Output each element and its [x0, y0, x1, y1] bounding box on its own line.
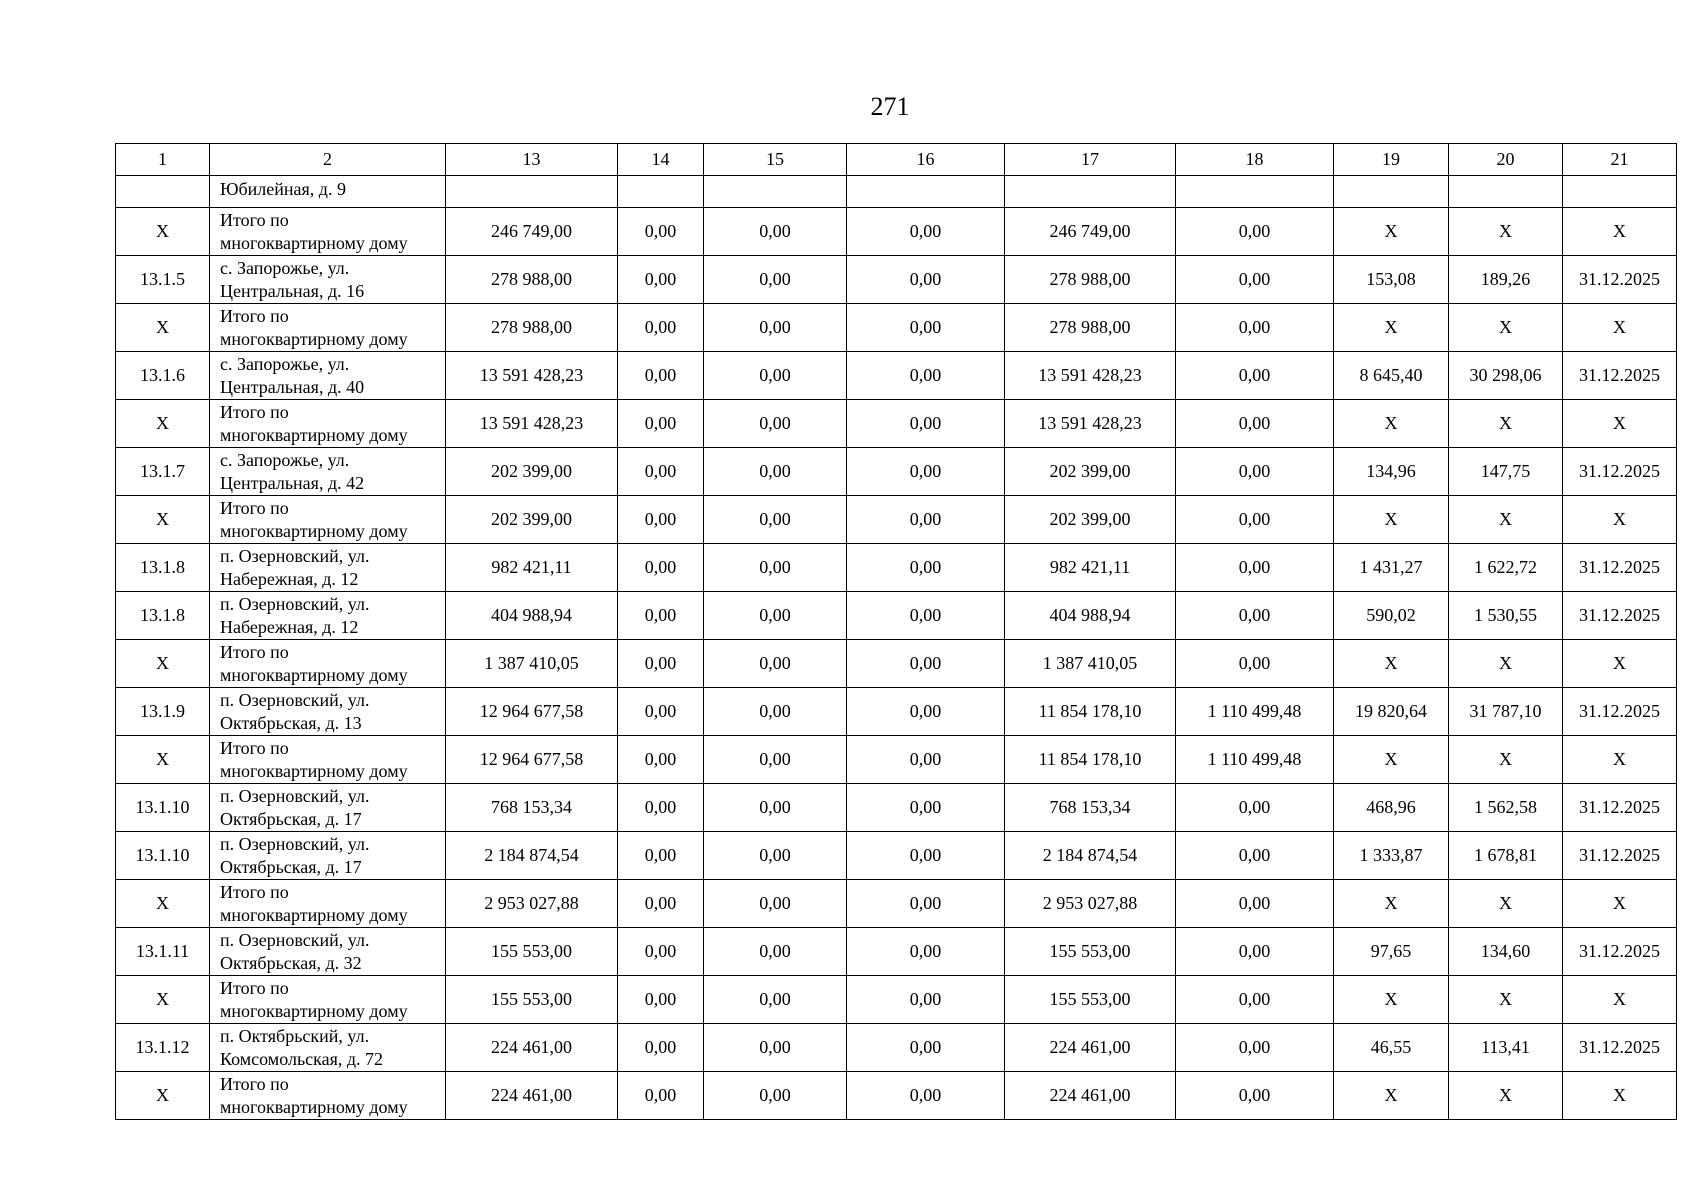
table-cell: 0,00: [1176, 544, 1334, 592]
address-cell: Итого по многоквартирному дому: [210, 736, 446, 784]
table-cell: 0,00: [704, 208, 847, 256]
table-cell: 0,00: [847, 1072, 1005, 1120]
table-cell: 12 964 677,58: [446, 688, 618, 736]
address-cell: п. Озерновский, ул. Октябрьская, д. 13: [210, 688, 446, 736]
address-cell: Итого по многоквартирному дому: [210, 208, 446, 256]
table-cell: 1 110 499,48: [1176, 688, 1334, 736]
table-cell: 0,00: [618, 256, 704, 304]
column-header: 16: [847, 144, 1005, 176]
table-cell: 2 184 874,54: [446, 832, 618, 880]
table-cell: 2 953 027,88: [1005, 880, 1176, 928]
table-cell: 0,00: [1176, 1072, 1334, 1120]
table-cell: Х: [1334, 304, 1449, 352]
table-cell: 153,08: [1334, 256, 1449, 304]
table-cell: 278 988,00: [446, 304, 618, 352]
table-cell: 1 387 410,05: [446, 640, 618, 688]
table-cell: 13 591 428,23: [1005, 400, 1176, 448]
address-cell: п. Озерновский, ул. Набережная, д. 12: [210, 544, 446, 592]
table-cell: 0,00: [618, 736, 704, 784]
column-header: 21: [1563, 144, 1677, 176]
table-row: [116, 784, 1677, 832]
table-row: [116, 592, 1677, 640]
table-cell: 224 461,00: [446, 1024, 618, 1072]
table-cell: Х: [116, 640, 210, 688]
table-cell: 1 562,58: [1449, 784, 1563, 832]
table-cell: 0,00: [1176, 928, 1334, 976]
table-cell: [847, 176, 1005, 208]
table-cell: 404 988,94: [1005, 592, 1176, 640]
table-row: [116, 976, 1677, 1024]
table-cell: 0,00: [618, 592, 704, 640]
table-cell: Х: [1563, 736, 1677, 784]
address-cell: Итого по многоквартирному дому: [210, 880, 446, 928]
table-cell: 31 787,10: [1449, 688, 1563, 736]
table-cell: 0,00: [618, 544, 704, 592]
table-cell: 31.12.2025: [1563, 688, 1677, 736]
table-cell: 31.12.2025: [1563, 256, 1677, 304]
table-cell: 13 591 428,23: [446, 400, 618, 448]
table-cell: 0,00: [704, 400, 847, 448]
table-cell: 278 988,00: [446, 256, 618, 304]
table-cell: 0,00: [704, 1072, 847, 1120]
table-cell: 31.12.2025: [1563, 592, 1677, 640]
table-cell: 0,00: [618, 352, 704, 400]
address-cell: с. Запорожье, ул. Центральная, д. 42: [210, 448, 446, 496]
table-cell: Х: [1334, 976, 1449, 1024]
table-cell: 31.12.2025: [1563, 784, 1677, 832]
table-cell: 97,65: [1334, 928, 1449, 976]
table-cell: Х: [1563, 640, 1677, 688]
table-cell: Х: [116, 880, 210, 928]
table-cell: [1005, 176, 1176, 208]
data-table: [115, 143, 1677, 1120]
table-cell: Х: [1563, 496, 1677, 544]
table-cell: 1 110 499,48: [1176, 736, 1334, 784]
table-cell: 0,00: [1176, 208, 1334, 256]
table-cell: [1176, 176, 1334, 208]
table-cell: Х: [116, 496, 210, 544]
table-cell: 31.12.2025: [1563, 928, 1677, 976]
table-row: [116, 304, 1677, 352]
table-cell: 31.12.2025: [1563, 832, 1677, 880]
table-cell: 1 387 410,05: [1005, 640, 1176, 688]
table-cell: 0,00: [704, 784, 847, 832]
table-cell: [1563, 176, 1677, 208]
table-cell: 155 553,00: [1005, 976, 1176, 1024]
table-row: [116, 208, 1677, 256]
table-cell: 0,00: [704, 736, 847, 784]
address-cell: п. Озерновский, ул. Октябрьская, д. 17: [210, 784, 446, 832]
table-cell: 0,00: [1176, 880, 1334, 928]
table-cell: 590,02: [1334, 592, 1449, 640]
table-cell: 246 749,00: [1005, 208, 1176, 256]
table-cell: 31.12.2025: [1563, 544, 1677, 592]
table-cell: 31.12.2025: [1563, 352, 1677, 400]
table-cell: 0,00: [1176, 304, 1334, 352]
table-cell: 13.1.7: [116, 448, 210, 496]
table-cell: [704, 176, 847, 208]
column-header: 13: [446, 144, 618, 176]
table-cell: Х: [1334, 736, 1449, 784]
table-cell: Х: [1449, 400, 1563, 448]
table-cell: 0,00: [847, 496, 1005, 544]
table-cell: 768 153,34: [1005, 784, 1176, 832]
table-cell: 0,00: [1176, 1024, 1334, 1072]
table-cell: Х: [1334, 496, 1449, 544]
table-cell: 982 421,11: [446, 544, 618, 592]
address-cell: п. Октябрьский, ул. Комсомольская, д. 72: [210, 1024, 446, 1072]
column-header: 19: [1334, 144, 1449, 176]
table-cell: Х: [116, 1072, 210, 1120]
table-cell: 13.1.12: [116, 1024, 210, 1072]
table-cell: 189,26: [1449, 256, 1563, 304]
column-header: 17: [1005, 144, 1176, 176]
address-cell: с. Запорожье, ул. Центральная, д. 40: [210, 352, 446, 400]
table-cell: Х: [116, 736, 210, 784]
table-cell: 0,00: [704, 352, 847, 400]
table-cell: 202 399,00: [1005, 496, 1176, 544]
table-cell: Х: [1449, 304, 1563, 352]
header-row: [116, 144, 1677, 176]
column-header: 14: [618, 144, 704, 176]
table-cell: 0,00: [847, 352, 1005, 400]
table-cell: 0,00: [847, 736, 1005, 784]
table-cell: 147,75: [1449, 448, 1563, 496]
table-cell: 0,00: [847, 208, 1005, 256]
address-cell: Итого по многоквартирному дому: [210, 400, 446, 448]
table-cell: 11 854 178,10: [1005, 736, 1176, 784]
table-cell: 31.12.2025: [1563, 448, 1677, 496]
table-cell: 0,00: [847, 304, 1005, 352]
address-cell: Юбилейная, д. 9: [210, 176, 446, 208]
table-cell: 0,00: [847, 928, 1005, 976]
table-cell: Х: [1563, 976, 1677, 1024]
table-cell: 202 399,00: [446, 496, 618, 544]
table-cell: Х: [1449, 976, 1563, 1024]
table-cell: 0,00: [704, 544, 847, 592]
table-cell: 0,00: [704, 256, 847, 304]
table-row: [116, 928, 1677, 976]
address-cell: Итого по многоквартирному дому: [210, 1072, 446, 1120]
table-cell: Х: [116, 976, 210, 1024]
table-cell: Х: [1563, 880, 1677, 928]
table-cell: 2 184 874,54: [1005, 832, 1176, 880]
table-row: [116, 544, 1677, 592]
table-cell: 1 431,27: [1334, 544, 1449, 592]
table-cell: Х: [1563, 208, 1677, 256]
table-cell: 0,00: [704, 928, 847, 976]
table-cell: 0,00: [1176, 784, 1334, 832]
address-cell: п. Озерновский, ул. Октябрьская, д. 17: [210, 832, 446, 880]
table-cell: Х: [1334, 208, 1449, 256]
table-row: [116, 640, 1677, 688]
address-cell: с. Запорожье, ул. Центральная, д. 16: [210, 256, 446, 304]
table-cell: 0,00: [704, 832, 847, 880]
table-cell: 31.12.2025: [1563, 1024, 1677, 1072]
column-header: 18: [1176, 144, 1334, 176]
address-cell: Итого по многоквартирному дому: [210, 496, 446, 544]
table-cell: Х: [1449, 1072, 1563, 1120]
column-header: 20: [1449, 144, 1563, 176]
address-cell: п. Озерновский, ул. Октябрьская, д. 32: [210, 928, 446, 976]
table-cell: 0,00: [704, 448, 847, 496]
table-cell: 246 749,00: [446, 208, 618, 256]
table-cell: 224 461,00: [446, 1072, 618, 1120]
table-cell: 0,00: [1176, 448, 1334, 496]
table-cell: [1334, 176, 1449, 208]
table-cell: 19 820,64: [1334, 688, 1449, 736]
table-cell: 0,00: [847, 976, 1005, 1024]
table-cell: [618, 176, 704, 208]
table-cell: 13 591 428,23: [446, 352, 618, 400]
table-row: [116, 448, 1677, 496]
table-row: [116, 352, 1677, 400]
table-cell: 0,00: [847, 1024, 1005, 1072]
table-cell: Х: [1563, 1072, 1677, 1120]
table-cell: 13.1.8: [116, 592, 210, 640]
table-cell: Х: [116, 208, 210, 256]
table-cell: 11 854 178,10: [1005, 688, 1176, 736]
table-cell: 0,00: [618, 448, 704, 496]
table-cell: 202 399,00: [446, 448, 618, 496]
table-cell: 224 461,00: [1005, 1072, 1176, 1120]
table-cell: Х: [1449, 736, 1563, 784]
table-cell: 468,96: [1334, 784, 1449, 832]
table-cell: 8 645,40: [1334, 352, 1449, 400]
table-row: [116, 832, 1677, 880]
address-cell: Итого по многоквартирному дому: [210, 640, 446, 688]
table-cell: 13.1.8: [116, 544, 210, 592]
table-cell: 0,00: [1176, 256, 1334, 304]
table-cell: Х: [116, 304, 210, 352]
table-cell: 768 153,34: [446, 784, 618, 832]
table-cell: 134,96: [1334, 448, 1449, 496]
table-cell: 0,00: [1176, 400, 1334, 448]
table-cell: 0,00: [847, 592, 1005, 640]
table-cell: 12 964 677,58: [446, 736, 618, 784]
table-cell: 0,00: [618, 208, 704, 256]
table-cell: 13.1.11: [116, 928, 210, 976]
table-cell: 224 461,00: [1005, 1024, 1176, 1072]
table-row: [116, 400, 1677, 448]
column-header: 2: [210, 144, 446, 176]
table-cell: 0,00: [1176, 592, 1334, 640]
table-cell: 0,00: [704, 592, 847, 640]
table-cell: 0,00: [847, 784, 1005, 832]
table-cell: 0,00: [618, 400, 704, 448]
table-cell: 0,00: [704, 880, 847, 928]
table-cell: 0,00: [618, 1072, 704, 1120]
table-cell: 1 622,72: [1449, 544, 1563, 592]
table-cell: 0,00: [618, 304, 704, 352]
table-cell: 0,00: [847, 880, 1005, 928]
table-cell: 278 988,00: [1005, 304, 1176, 352]
table-cell: 0,00: [618, 976, 704, 1024]
table-cell: 0,00: [847, 448, 1005, 496]
table-cell: 0,00: [847, 544, 1005, 592]
table-cell: 0,00: [618, 688, 704, 736]
table-cell: Х: [1334, 1072, 1449, 1120]
table-cell: 155 553,00: [446, 928, 618, 976]
table-cell: 1 678,81: [1449, 832, 1563, 880]
table-cell: 2 953 027,88: [446, 880, 618, 928]
table-cell: 0,00: [1176, 352, 1334, 400]
table-cell: 0,00: [704, 496, 847, 544]
table-cell: 13.1.9: [116, 688, 210, 736]
table-row: [116, 176, 1677, 208]
table-cell: Х: [1449, 208, 1563, 256]
address-cell: п. Озерновский, ул. Набережная, д. 12: [210, 592, 446, 640]
table-cell: 0,00: [618, 832, 704, 880]
table-cell: 0,00: [704, 640, 847, 688]
table-cell: 0,00: [1176, 496, 1334, 544]
address-cell: Итого по многоквартирному дому: [210, 976, 446, 1024]
table-cell: Х: [1563, 304, 1677, 352]
table-cell: 0,00: [847, 832, 1005, 880]
table-row: [116, 688, 1677, 736]
table-cell: 982 421,11: [1005, 544, 1176, 592]
table-cell: [116, 176, 210, 208]
column-header: 15: [704, 144, 847, 176]
table-cell: 1 333,87: [1334, 832, 1449, 880]
table-cell: 0,00: [704, 1024, 847, 1072]
table-cell: 134,60: [1449, 928, 1563, 976]
table-cell: 46,55: [1334, 1024, 1449, 1072]
table-cell: 13 591 428,23: [1005, 352, 1176, 400]
table-cell: 0,00: [618, 928, 704, 976]
table-cell: 202 399,00: [1005, 448, 1176, 496]
table-cell: [446, 176, 618, 208]
table-cell: Х: [116, 400, 210, 448]
table-cell: 0,00: [704, 976, 847, 1024]
table-cell: 1 530,55: [1449, 592, 1563, 640]
table-cell: Х: [1563, 400, 1677, 448]
table-row: [116, 496, 1677, 544]
table-cell: 0,00: [847, 400, 1005, 448]
table-cell: Х: [1449, 880, 1563, 928]
table-cell: 0,00: [618, 496, 704, 544]
table-cell: 0,00: [847, 256, 1005, 304]
table-cell: Х: [1449, 496, 1563, 544]
table-row: [116, 1024, 1677, 1072]
table-cell: 30 298,06: [1449, 352, 1563, 400]
table-cell: 13.1.6: [116, 352, 210, 400]
table-cell: 13.1.10: [116, 832, 210, 880]
table-row: [116, 256, 1677, 304]
table-cell: Х: [1334, 400, 1449, 448]
table-cell: 0,00: [1176, 976, 1334, 1024]
table-cell: 0,00: [704, 304, 847, 352]
table-cell: 0,00: [847, 640, 1005, 688]
table-cell: 155 553,00: [446, 976, 618, 1024]
table-cell: 0,00: [618, 880, 704, 928]
address-cell: Итого по многоквартирному дому: [210, 304, 446, 352]
table-cell: 0,00: [704, 688, 847, 736]
table-cell: Х: [1334, 640, 1449, 688]
table-row: [116, 1072, 1677, 1120]
table-cell: Х: [1449, 640, 1563, 688]
table-cell: 13.1.10: [116, 784, 210, 832]
table-cell: 155 553,00: [1005, 928, 1176, 976]
table-cell: 404 988,94: [446, 592, 618, 640]
table-cell: 0,00: [618, 1024, 704, 1072]
table-cell: 0,00: [1176, 640, 1334, 688]
table-cell: [1449, 176, 1563, 208]
table-cell: 0,00: [618, 784, 704, 832]
table-cell: 113,41: [1449, 1024, 1563, 1072]
table-cell: 0,00: [618, 640, 704, 688]
table-cell: 278 988,00: [1005, 256, 1176, 304]
table-cell: Х: [1334, 880, 1449, 928]
table-cell: 0,00: [847, 688, 1005, 736]
table-row: [116, 880, 1677, 928]
table-cell: 0,00: [1176, 832, 1334, 880]
table-row: [116, 736, 1677, 784]
column-header: 1: [116, 144, 210, 176]
table-cell: 13.1.5: [116, 256, 210, 304]
page-number: 271: [870, 92, 910, 121]
